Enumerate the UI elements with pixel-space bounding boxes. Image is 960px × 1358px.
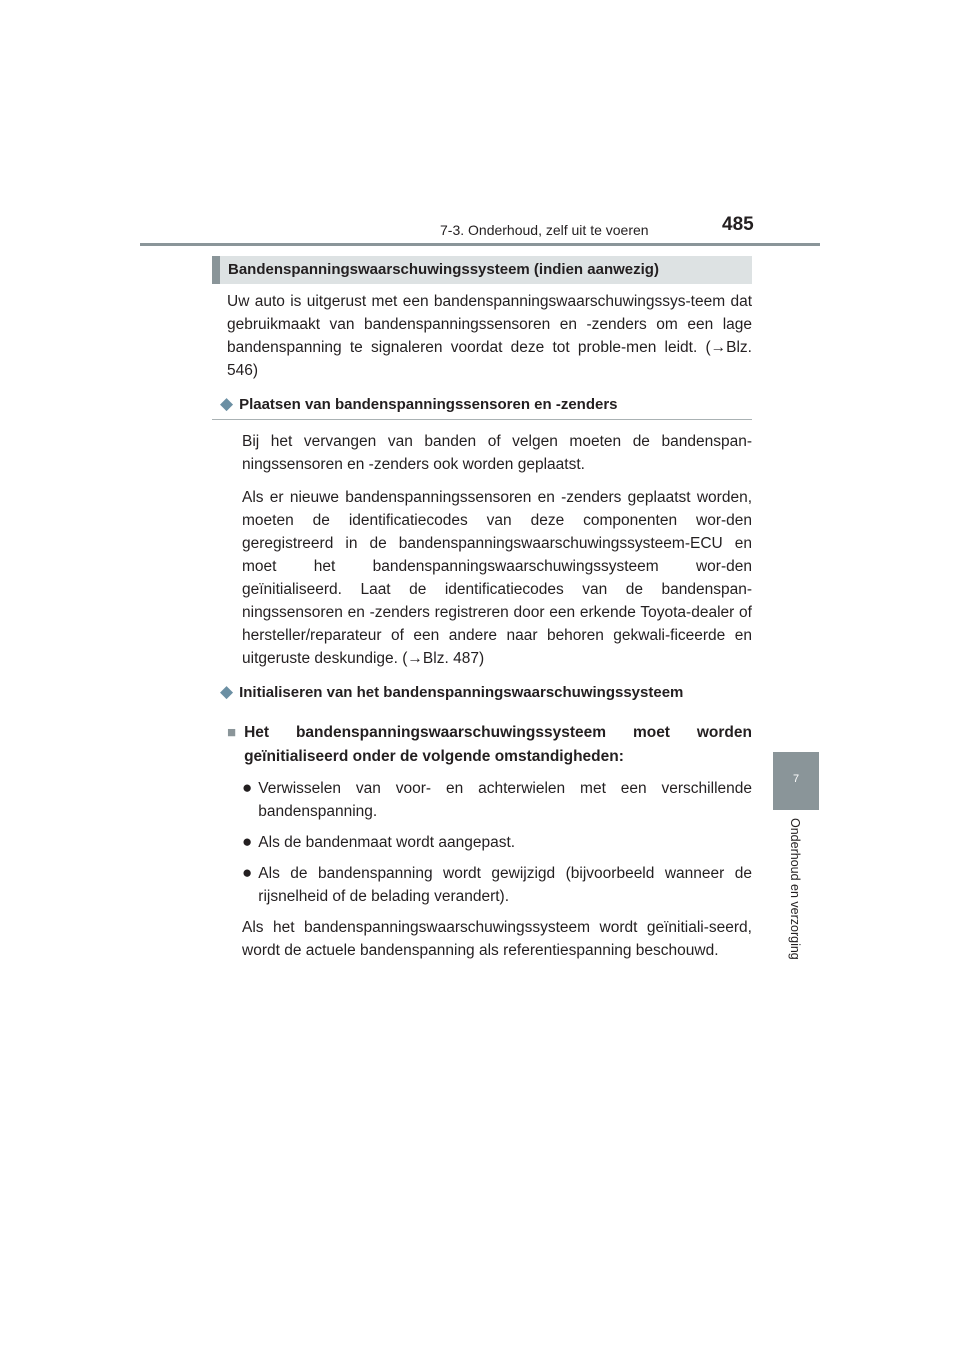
chapter-tab [773,752,819,810]
section2-heading-text: Initialiseren van het bandenspanningswaarschuwingssysteem [239,683,684,701]
intro-paragraph: Uw auto is uitgerust met een bandenspanningswaarschuwingssys-teem dat gebruikmaakt van bandenspanningssensoren en -zenders om een lage bandenspanning te signaleren voordat deze tot proble-men leidt. (→Blz. 546) [227,293,752,379]
page-content [212,256,752,962]
box-title: Bandenspanningswaarschuwingssysteem (indien aanwezig) [212,256,752,284]
section1-heading [212,394,752,420]
circle-bullet-icon: ● [242,863,253,882]
diamond-icon: ◆ [220,394,234,413]
section1-para2: Als er nieuwe bandenspanningssensoren en -zenders geplaatst worden, moeten de identificatiecodes van deze componenten wor-den geregistreerd in de bandenspanningswaarschuwingssysteem-ECU en moet het bandenspanningswaarschuwingssysteem wor-den geïnitialiseerd. Laat de identificatiecodes van de bandenspan-ningssensoren en -zenders registreren door een erkende Toyota-dealer of hersteller/reparateur of een andere naar behoren gekwali-ficeerde en uitgeruste deskundige. (→Blz. 487) [242,489,752,667]
header-divider [140,243,820,246]
section2-subheading-text: Het bandenspanningswaarschuwingssysteem moet worden geïnitialiseerd onder de volgende omstandigheden: [244,724,752,765]
diamond-icon: ◆ [220,682,234,701]
section1-body [212,430,752,670]
chapter-number: 7 [792,773,800,785]
list-item [242,862,752,908]
section2-subheading [227,721,752,769]
list-item [242,831,752,854]
circle-bullet-icon: ● [242,832,253,851]
page-number: 485 [722,214,754,235]
list-item [242,777,752,823]
square-bullet-icon: ■ [227,724,237,741]
section1-para1: Bij het vervangen van banden of velgen moeten de bandenspan-ningssensoren en -zenders ook worden geplaatst. [242,433,752,473]
list-item-text: Verwisselen van voor- en achterwielen met een verschillende bandenspanning. [258,780,752,820]
chapter-label: Onderhoud en verzorging [788,818,802,960]
list-item-text: Als de bandenmaat wordt aangepast. [258,834,516,851]
circle-bullet-icon: ● [242,778,253,797]
section2-heading [212,682,752,707]
page-header [0,0,960,250]
section2-final-paragraph: Als het bandenspanningswaarschuwingssysteem wordt geïnitiali-seerd, wordt de actuele bandenspanning als referentiespanning beschouwd. [242,919,752,959]
list-item-text: Als de bandenspanning wordt gewijzigd (bijvoorbeeld wanneer de rijsnelheid of de belading verandert). [258,865,752,905]
section-title: 7-3. Onderhoud, zelf uit te voeren [440,222,649,238]
section1-heading-text: Plaatsen van bandenspanningssensoren en -zenders [239,395,618,413]
